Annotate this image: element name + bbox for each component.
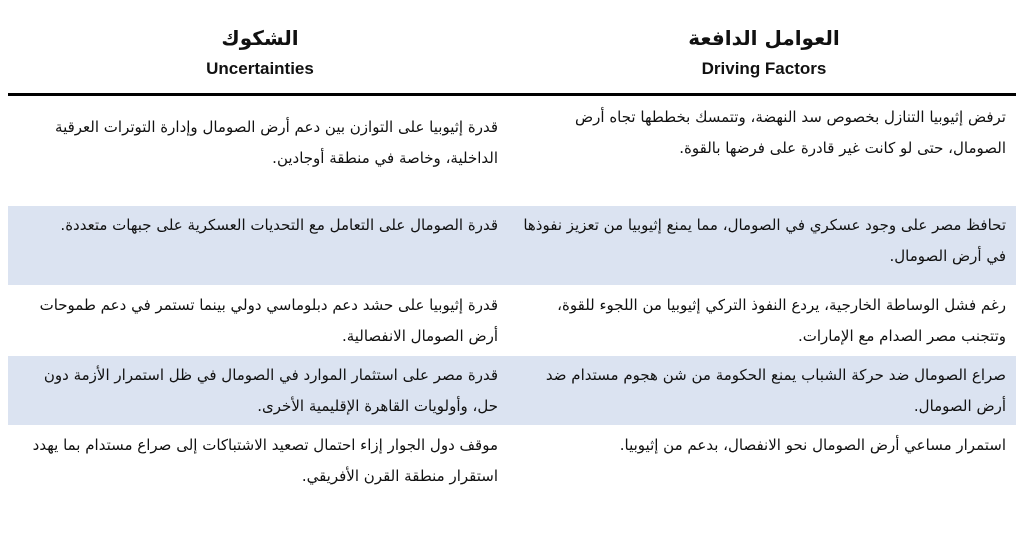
header-driving-arabic: العوامل الدافعة xyxy=(688,26,840,50)
driving-factor-cell: رغم فشل الوساطة الخارجية، يردع النفوذ التركي إثيوبيا من اللجوء للقوة، وتتجنب مصر الصدام مع الإمارات. xyxy=(557,296,1006,345)
uncertainty-cell: موقف دول الجوار إزاء احتمال تصعيد الاشتباكات إلى صراع مستدام بما يهدد استقرار منطقة القرن الأفريقي. xyxy=(32,436,498,485)
header-driving-english: Driving Factors xyxy=(701,59,827,78)
uncertainty-cell: قدرة الصومال على التعامل مع التحديات العسكرية على جبهات متعددة. xyxy=(60,216,498,234)
uncertainty-cell: قدرة إثيوبيا على التوازن بين دعم أرض الصومال وإدارة التوترات العرقية الداخلية، وخاصة في منطقة أوجادين. xyxy=(55,118,498,167)
header-driving-factors xyxy=(512,10,1016,93)
driving-factor-cell: صراع الصومال ضد حركة الشباب يمنع الحكومة من شن هجوم مستدام ضد أرض الصومال. xyxy=(545,366,1006,415)
uncertainty-cell: قدرة مصر على استثمار الموارد في الصومال في ظل استمرار الأزمة دون حل، وأولويات القاهرة الإقليمية الأخرى. xyxy=(43,366,498,415)
header-uncertainties-arabic: الشكوك xyxy=(221,26,299,50)
header-uncertainties-english: Uncertainties xyxy=(206,59,314,78)
table-row xyxy=(8,356,1016,426)
uncertainty-cell: قدرة إثيوبيا على حشد دعم دبلوماسي دولي بينما تستمر في دعم طموحات أرض الصومال الانفصالية. xyxy=(39,296,498,345)
driving-factor-cell: ترفض إثيوبيا التنازل بخصوص سد النهضة، وتتمسك بخططها تجاه أرض الصومال، حتى لو كانت غير قادرة على فرضها بالقوة. xyxy=(575,108,1006,157)
table-header xyxy=(8,10,1016,96)
comparison-table xyxy=(8,10,1016,500)
driving-factor-cell: استمرار مساعي أرض الصومال نحو الانفصال، بدعم من إثيوبيا. xyxy=(619,436,1006,454)
header-uncertainties xyxy=(8,10,512,93)
driving-factor-cell: تحافظ مصر على وجود عسكري في الصومال، مما يمنع إثيوبيا من تعزيز نفوذها في أرض الصومال. xyxy=(523,216,1006,265)
table-row xyxy=(8,96,1016,206)
table-row xyxy=(8,426,1016,500)
table-row xyxy=(8,206,1016,286)
table-row xyxy=(8,286,1016,356)
